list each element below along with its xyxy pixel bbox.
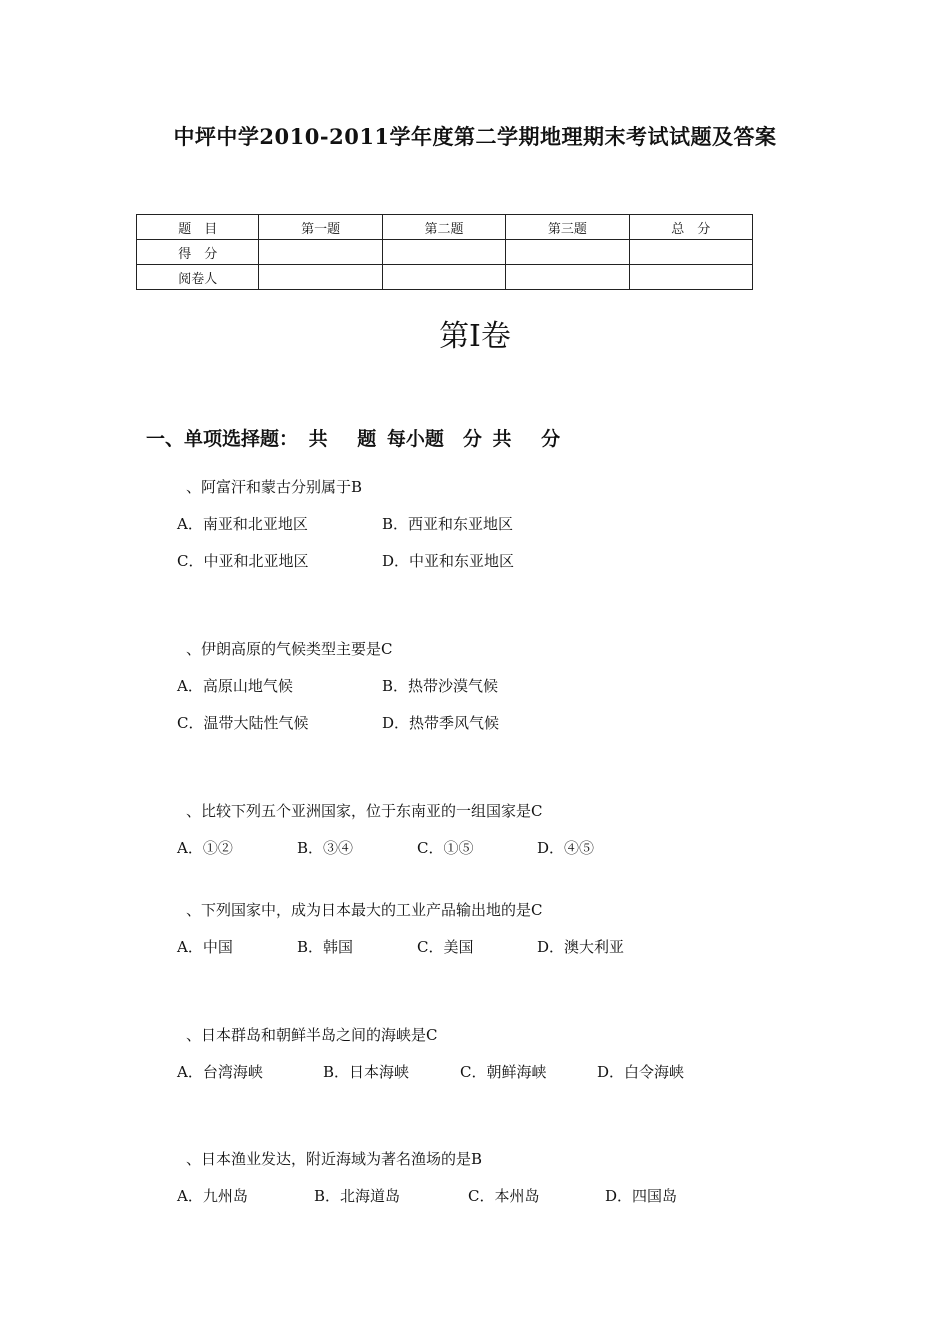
document-title: 中坪中学2010-2011学年度第二学期地理期末考试试题及答案 (173, 124, 777, 149)
question-5-option-a: A．台湾海峡 (177, 1063, 263, 1081)
question-3-option-d: D．④⑤ (537, 839, 595, 857)
question-1-option-b: B．西亚和东亚地区 (382, 515, 514, 533)
header-cell-q1: 第一题 (259, 215, 382, 240)
question-1-option-a: A．南亚和北亚地区 (177, 515, 308, 533)
reviewer-cell (382, 265, 505, 290)
score-cell (506, 240, 629, 265)
question-5-option-b: B．日本海峡 (323, 1063, 410, 1081)
question-6-option-d: D．四国岛 (605, 1187, 678, 1205)
question-4-option-d: D．澳大利亚 (537, 938, 625, 956)
score-table-score-row (137, 240, 753, 265)
question-3-stem: 、比较下列五个亚洲国家，位于东南亚的一组国家是C (186, 802, 543, 820)
reviewer-cell (259, 265, 382, 290)
reviewer-row-label: 阅卷人 (137, 265, 259, 290)
header-cell-q2: 第二题 (382, 215, 505, 240)
reviewer-cell (506, 265, 629, 290)
question-4-option-b: B．韩国 (297, 938, 354, 956)
question-6-option-b: B．北海道岛 (314, 1187, 401, 1205)
header-cell-total: 总 分 (629, 215, 752, 240)
question-4-stem: 、下列国家中，成为日本最大的工业产品输出地的是C (186, 901, 543, 919)
question-6-option-c: C．本州岛 (468, 1187, 540, 1205)
score-cell (629, 240, 752, 265)
score-table (136, 214, 753, 290)
question-2-option-b: B．热带沙漠气候 (382, 677, 499, 695)
question-2-stem: 、伊朗高原的气候类型主要是C (186, 640, 393, 658)
score-row-label: 得 分 (137, 240, 259, 265)
question-3-option-c: C．①⑤ (417, 839, 474, 857)
question-5-stem: 、日本群岛和朝鲜半岛之间的海峡是C (186, 1026, 438, 1044)
volume-heading: 第I卷 (439, 319, 511, 354)
question-2-option-c: C．温带大陆性气候 (177, 714, 309, 732)
question-4-option-c: C．美国 (417, 938, 474, 956)
question-2-option-d: D．热带季风气候 (382, 714, 500, 732)
question-6-option-a: A．九州岛 (177, 1187, 248, 1205)
score-cell (382, 240, 505, 265)
question-1-option-c: C．中亚和北亚地区 (177, 552, 309, 570)
question-1-stem: 、阿富汗和蒙古分别属于B (186, 478, 363, 496)
score-cell (259, 240, 382, 265)
score-table-header-row (137, 215, 753, 240)
question-1-option-d: D．中亚和东亚地区 (382, 552, 515, 570)
score-table-reviewer-row (137, 265, 753, 290)
header-cell-q3: 第三题 (506, 215, 629, 240)
header-cell-item: 题 目 (137, 215, 259, 240)
question-6-stem: 、日本渔业发达，附近海域为著名渔场的是B (186, 1150, 483, 1168)
question-4-option-a: A．中国 (177, 938, 233, 956)
reviewer-cell (629, 265, 752, 290)
question-5-option-d: D．白令海峡 (597, 1063, 685, 1081)
section-heading: 一、单项选择题： 共 题 每小题 分 共 分 (146, 428, 561, 450)
question-2-option-a: A．高原山地气候 (177, 677, 293, 695)
question-3-option-a: A．①② (177, 839, 233, 857)
question-3-option-b: B．③④ (297, 839, 354, 857)
question-5-option-c: C．朝鲜海峡 (460, 1063, 547, 1081)
